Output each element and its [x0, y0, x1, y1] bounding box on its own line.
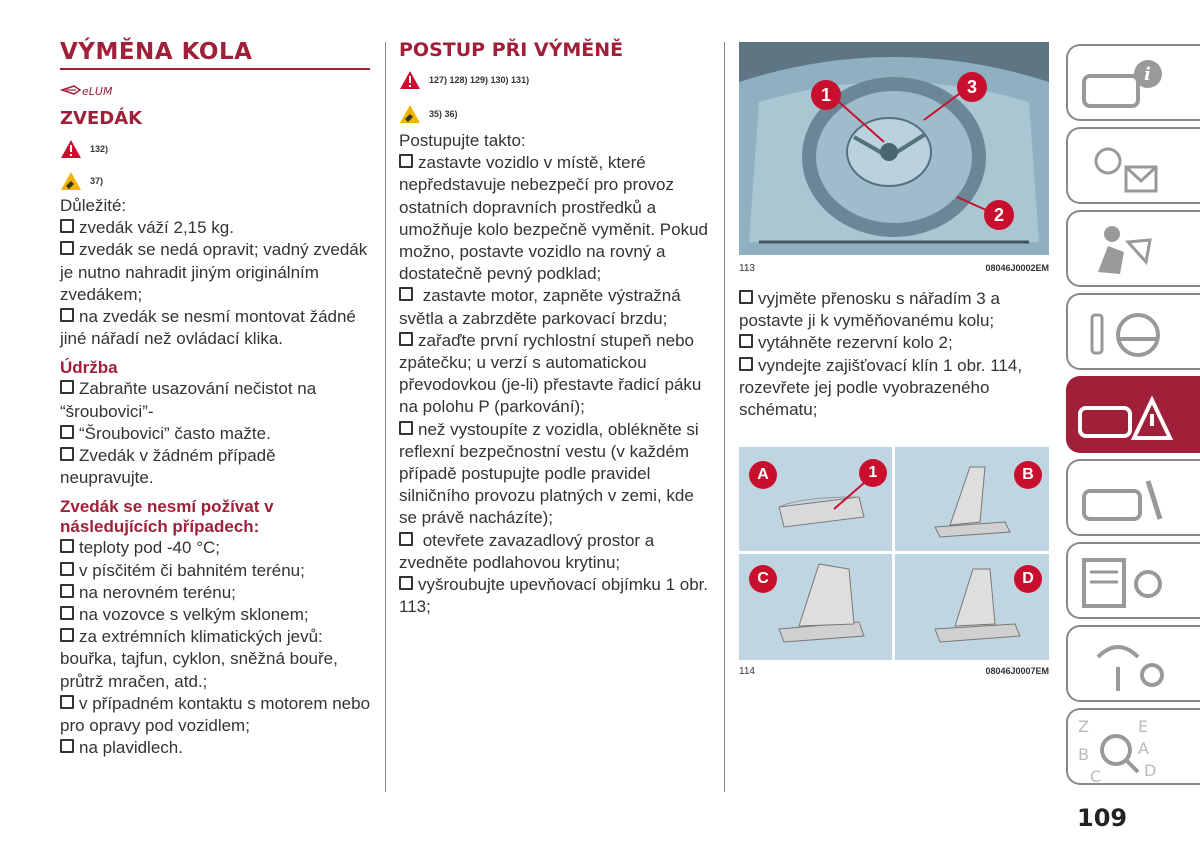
- tab-maintenance[interactable]: [1066, 459, 1200, 536]
- checkbox-icon: [60, 425, 74, 439]
- steps-list: [739, 288, 1049, 421]
- page-number: 109: [1077, 804, 1128, 832]
- checkbox-icon: [399, 332, 413, 346]
- lights-mail-icon: [1068, 129, 1200, 206]
- list-item: “Šroubovici” často mažte.: [60, 423, 372, 445]
- list-item: v písčitém či bahnitém terénu;: [60, 560, 372, 582]
- checkbox-icon: [60, 219, 74, 233]
- list-item: vytáhněte rezervní kolo 2;: [739, 332, 1049, 354]
- list-item: na nerovném terénu;: [60, 582, 372, 604]
- tab-car-info[interactable]: [1066, 44, 1200, 121]
- svg-text:B: B: [1078, 745, 1089, 764]
- danger-refs: 127) 128) 129) 130) 131): [429, 75, 530, 85]
- caution-warning: [60, 169, 372, 193]
- danger-triangle-icon: [399, 70, 421, 90]
- list-item: Zvedák v žádném případě neupravujte.: [60, 446, 276, 488]
- callout-1: 1: [811, 80, 841, 110]
- right-column: [739, 42, 1049, 677]
- intro-text: Postupujte takto:: [399, 131, 526, 150]
- figure-113: [739, 42, 1049, 255]
- svg-text:Z: Z: [1078, 717, 1089, 736]
- section-title: POSTUP PŘI VÝMĚNĚ: [399, 39, 624, 61]
- panel-label-c: C: [749, 565, 777, 593]
- maintenance-heading: Údržba: [60, 358, 118, 378]
- list-item: než vystoupíte z vozidla, oblékněte si reflexní bezpečnostní vestu (v každém případě postupujte podle pravidel silničního provozu platných v zemi, kde se právě nacházíte);: [399, 419, 699, 528]
- panel-label-b: B: [1014, 461, 1042, 489]
- title-rule: [60, 68, 370, 70]
- caution-triangle-icon: [60, 171, 82, 191]
- list-item: teploty pod -40 °C;: [60, 537, 372, 559]
- list-item: zastavte motor, zapněte výstražná světla a zabrzděte parkovací brzdu;: [399, 286, 681, 328]
- tab-airbag[interactable]: [1066, 210, 1200, 287]
- caution-refs: 37): [90, 176, 104, 186]
- svg-text:D: D: [1144, 761, 1157, 780]
- section-title: VÝMĚNA KOLA: [60, 39, 253, 65]
- list-item: otevřete zavazadlový prostor a zvedněte podlahovou krytinu;: [399, 530, 655, 572]
- tab-media[interactable]: [1066, 625, 1200, 702]
- figure-number: 114: [739, 666, 755, 677]
- list-item: Zabraňte usazování nečistot na “šroubovici”-: [60, 379, 317, 421]
- figure-number: 113: [739, 263, 755, 274]
- emergency-icon: [1068, 378, 1200, 455]
- list-item: vyjměte přenosku s nářadím 3 a postavte ji k vyměňovanému kolu;: [739, 289, 1000, 331]
- panel-label-d: D: [1014, 565, 1042, 593]
- checkbox-icon: [399, 421, 413, 435]
- svg-text:A: A: [1138, 739, 1149, 758]
- intro-text: Důležité:: [60, 196, 127, 215]
- checkbox-icon: [399, 576, 413, 590]
- tab-specs[interactable]: [1066, 542, 1200, 619]
- checkbox-icon: [60, 695, 74, 709]
- subsection-title: ZVEDÁK: [60, 108, 143, 129]
- checkbox-icon: [60, 584, 74, 598]
- checkbox-icon: [60, 739, 74, 753]
- maintenance-list: [60, 378, 372, 489]
- danger-warning: [399, 68, 711, 92]
- svg-text:eLUM: eLUM: [82, 85, 113, 98]
- svg-text:E: E: [1138, 717, 1149, 736]
- jack-list: [60, 217, 372, 350]
- tab-index[interactable]: [1066, 708, 1200, 785]
- checkbox-icon: [60, 447, 74, 461]
- column-divider: [385, 42, 386, 792]
- middle-column: [399, 38, 711, 618]
- panel-a-leader: [739, 447, 889, 547]
- danger-warning: [60, 137, 372, 161]
- key-steering-icon: [1068, 295, 1200, 372]
- procedure-list: [399, 152, 711, 618]
- danger-triangle-icon: [60, 139, 82, 159]
- list-item: za extrémních klimatických jevů: bouřka, tajfun, cyklon, sněžná bouře, průtrž mračen, atd.;: [60, 627, 338, 691]
- index-icon: [1068, 710, 1200, 787]
- figure-114-caption: [739, 666, 1049, 677]
- list-item: na vozovce s velkým sklonem;: [60, 604, 372, 626]
- checkbox-icon: [60, 562, 74, 576]
- list-item: vyndejte zajišťovací klín 1 obr. 114, rozevřete jej podle vyobrazeného schématu;: [739, 355, 1023, 420]
- checkbox-icon: [60, 606, 74, 620]
- tab-lights[interactable]: [1066, 127, 1200, 204]
- callout-2: 2: [984, 200, 1014, 230]
- figure-114: [739, 447, 1049, 660]
- list-item: zastavte vozidlo v místě, které nepředstavuje nebezpečí pro provoz ostatních dopravních prostředků a umožňuje kolo bezpečně vyměnit. Pokud možno, postavte vozidlo na rovný a dostatečně pevný podklad;: [399, 153, 709, 284]
- list-item: zařaďte první rychlostní stupeň nebo zpátečku; u verzí s automatickou převodovkou (je-li) přestavte řadicí páku na polohu P (parkování);: [399, 330, 702, 417]
- tab-emergency[interactable]: [1066, 376, 1200, 453]
- checkbox-icon: [60, 308, 74, 322]
- callout-leaders: [739, 42, 1049, 255]
- checkbox-icon: [739, 290, 753, 304]
- tab-key-steering[interactable]: [1066, 293, 1200, 370]
- cases-heading: Zvedák se nesmí požívat v následujících případech:: [60, 497, 274, 537]
- list-item: v případném kontaktu s motorem nebo pro opravy pod vozidlem;: [60, 693, 371, 736]
- figure-code: 08046J0007EM: [985, 666, 1049, 676]
- caution-triangle-icon: [399, 104, 421, 124]
- list-item: zvedák váží 2,15 kg.: [60, 217, 372, 239]
- caution-warning: [399, 102, 711, 126]
- figure-113-caption: [739, 263, 1049, 274]
- svg-text:i: i: [1144, 64, 1151, 85]
- manual-hand-icon: [60, 80, 372, 102]
- left-column: [60, 38, 372, 759]
- checkbox-icon: [739, 357, 753, 371]
- maintenance-icon: [1068, 461, 1200, 538]
- svg-text:C: C: [1090, 767, 1102, 786]
- panel-label-a: A: [749, 461, 777, 489]
- caution-refs: 35) 36): [429, 109, 458, 119]
- callout-3: 3: [957, 72, 987, 102]
- checkbox-icon: [399, 287, 413, 301]
- cases-list: [60, 537, 372, 759]
- list-item: na plavidlech.: [60, 737, 372, 759]
- danger-refs: 132): [90, 144, 109, 154]
- media-icon: [1068, 627, 1200, 704]
- car-info-icon: [1068, 46, 1200, 123]
- list-item: vyšroubujte upevňovací objímku 1 obr. 113;: [399, 575, 709, 617]
- specs-icon: [1068, 544, 1200, 621]
- airbag-icon: [1068, 212, 1200, 289]
- checkbox-icon: [399, 532, 413, 546]
- checkbox-icon: [739, 334, 753, 348]
- checkbox-icon: [399, 154, 413, 168]
- list-item: na zvedák se nesmí montovat žádné jiné nářadí než ovládací klika.: [60, 307, 356, 349]
- figure-code: 08046J0002EM: [985, 263, 1049, 273]
- column-divider: [724, 42, 725, 792]
- checkbox-icon: [60, 241, 74, 255]
- list-item: zvedák se nedá opravit; vadný zvedák je nutno nahradit jiným originálním zvedákem;: [60, 240, 368, 304]
- panel-callout-1: 1: [859, 459, 887, 487]
- checkbox-icon: [60, 628, 74, 642]
- checkbox-icon: [60, 539, 74, 553]
- checkbox-icon: [60, 380, 74, 394]
